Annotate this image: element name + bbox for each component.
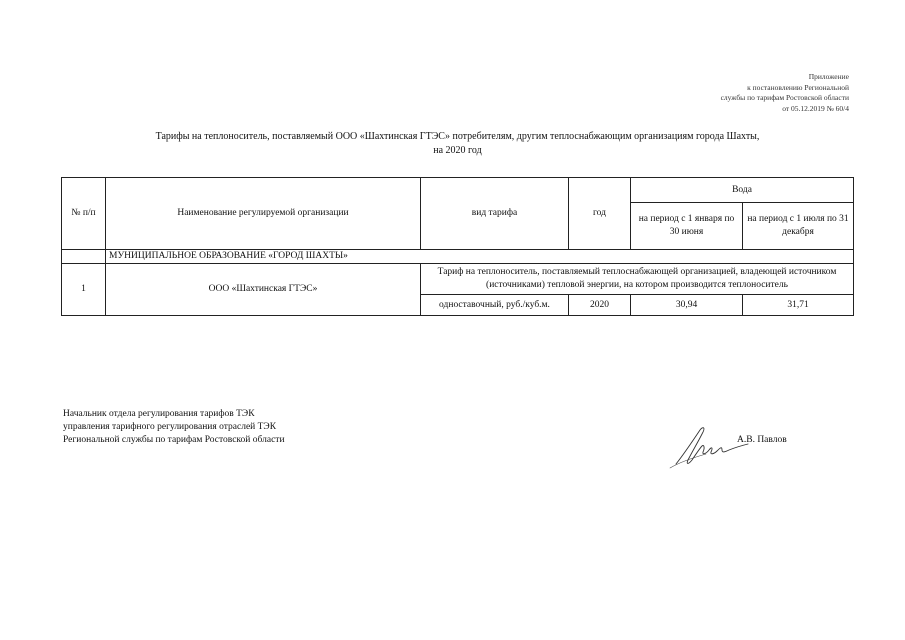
row-value-1: 30,94 [631, 295, 743, 316]
row-year: 2020 [569, 295, 631, 316]
appendix-line: к постановлению Региональной [747, 82, 849, 92]
municipality-row [62, 250, 854, 264]
row-num: 1 [62, 264, 106, 316]
signoff-block [63, 408, 285, 447]
signature-image [662, 424, 752, 470]
header-period-2: на период с 1 июля по 31 декабря [743, 203, 854, 250]
signer-name: А.В. Павлов [737, 435, 787, 445]
appendix-note [721, 72, 849, 114]
tariff-table [61, 177, 854, 316]
appendix-line: Приложение [808, 72, 849, 81]
document-title [60, 130, 855, 158]
header-period-1: на период с 1 января по 30 июня [631, 203, 743, 250]
title-line-2: на 2020 год [433, 145, 482, 156]
table-row [62, 264, 854, 295]
row-org: ООО «Шахтинская ГТЭС» [106, 264, 421, 316]
header-num: № п/п [62, 178, 106, 250]
row-tariff-type: одноставочный, руб./куб.м. [421, 295, 569, 316]
header-year: год [569, 178, 631, 250]
title-line-1: Тарифы на теплоноситель, поставляемый ООО «Шахтинская ГТЭС» потребителям, другим теплоснабжающим организациям города Шахты, [155, 131, 760, 142]
appendix-line: службы по тарифам Ростовской области [720, 93, 849, 102]
municipality-empty-cell [62, 250, 106, 264]
signoff-line: управления тарифного регулирования отраслей ТЭК [63, 422, 277, 432]
row-description: Тариф на теплоноситель, поставляемый теплоснабжающей организацией, владеющей источником (источниками) тепловой энергии, на котором производится теплоноситель [421, 264, 854, 295]
municipality-name: МУНИЦИПАЛЬНОЕ ОБРАЗОВАНИЕ «ГОРОД ШАХТЫ» [106, 250, 854, 264]
table-header-row [62, 178, 854, 203]
appendix-line: от 05.12.2019 № 60/4 [782, 103, 849, 113]
signoff-line: Начальник отдела регулирования тарифов ТЭК [63, 409, 255, 419]
header-org: Наименование регулируемой организации [106, 178, 421, 250]
signoff-line: Региональной службы по тарифам Ростовской области [63, 435, 285, 445]
header-tariff-type: вид тарифа [421, 178, 569, 250]
header-water: Вода [631, 178, 854, 203]
row-value-2: 31,71 [743, 295, 854, 316]
